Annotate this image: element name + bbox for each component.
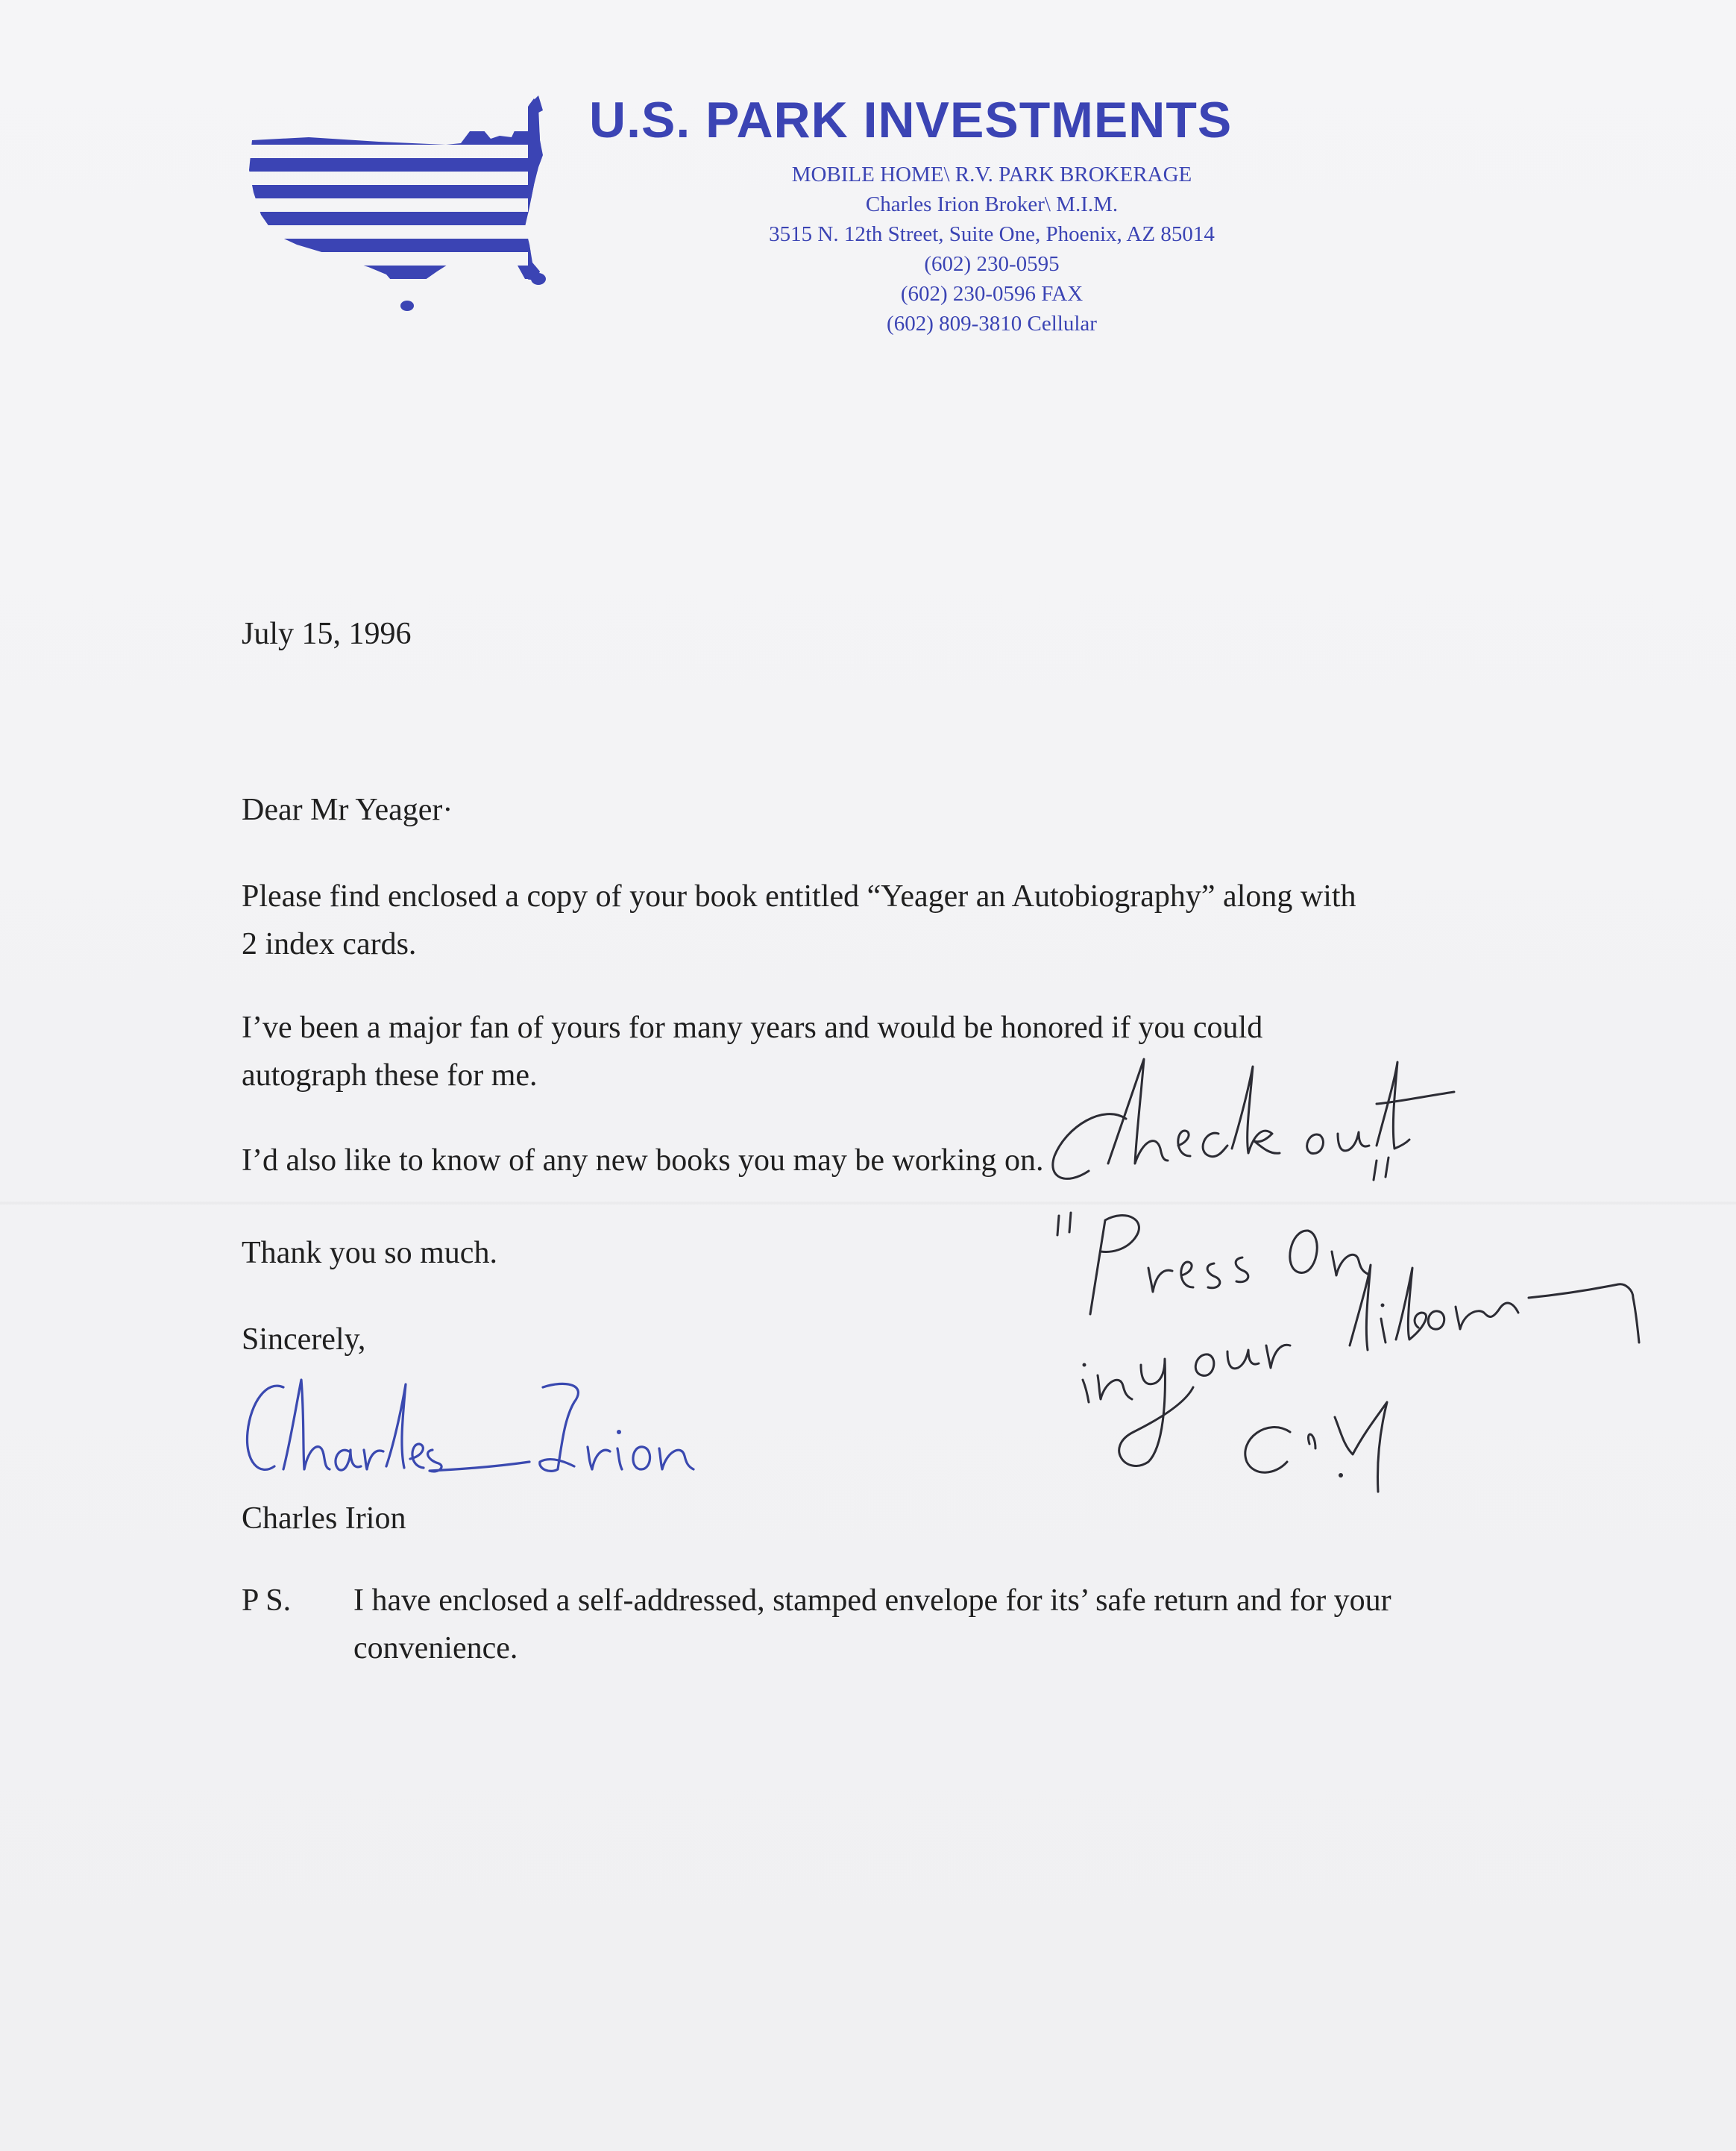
company-name: U.S. PARK INVESTMENTS bbox=[589, 92, 1233, 148]
closing-line: Sincerely, bbox=[242, 1322, 366, 1357]
paragraph-1-line-2: 2 index cards. bbox=[242, 927, 417, 961]
us-map-logo bbox=[237, 95, 565, 349]
ps-text bbox=[353, 1577, 1391, 1672]
letterhead-fax: (602) 230-0596 FAX bbox=[900, 282, 1084, 306]
paragraph-2-line-1: I’ve been a major fan of yours for many years and would be honored if you could bbox=[242, 1011, 1263, 1045]
paragraph-3: I’d also like to know of any new books you may be working on. bbox=[242, 1143, 1044, 1178]
letterhead-broker: Charles Irion Broker\ M.I.M. bbox=[865, 192, 1119, 216]
letterhead-contact-block bbox=[701, 160, 1283, 339]
paragraph-2-line-2: autograph these for me. bbox=[242, 1058, 538, 1093]
letterhead-phone: (602) 230-0595 bbox=[924, 252, 1060, 276]
handwritten-signature bbox=[237, 1357, 789, 1492]
letter-date: July 15, 1996 bbox=[242, 617, 412, 651]
thanks-line: Thank you so much. bbox=[242, 1236, 497, 1270]
ps-label: P S. bbox=[242, 1583, 292, 1618]
paragraph-1 bbox=[242, 873, 1356, 968]
handwritten-pencil-note bbox=[1037, 1014, 1730, 1536]
printed-name: Charles Irion bbox=[242, 1501, 406, 1536]
ps-line-2: convenience. bbox=[353, 1631, 518, 1665]
letterhead-tagline: MOBILE HOME\ R.V. PARK BROKERAGE bbox=[791, 163, 1192, 186]
ps-line-1: I have enclosed a self-addressed, stamped envelope for its’ safe return and for your bbox=[353, 1583, 1391, 1618]
letterhead-cellular: (602) 809-3810 Cellular bbox=[887, 312, 1097, 336]
salutation: Dear Mr Yeager· bbox=[242, 793, 453, 827]
letterhead-address: 3515 N. 12th Street, Suite One, Phoenix, AZ 85014 bbox=[769, 222, 1215, 246]
paragraph-1-line-1: Please find enclosed a copy of your book entitled “Yeager an Autobiography” along with bbox=[242, 879, 1356, 914]
